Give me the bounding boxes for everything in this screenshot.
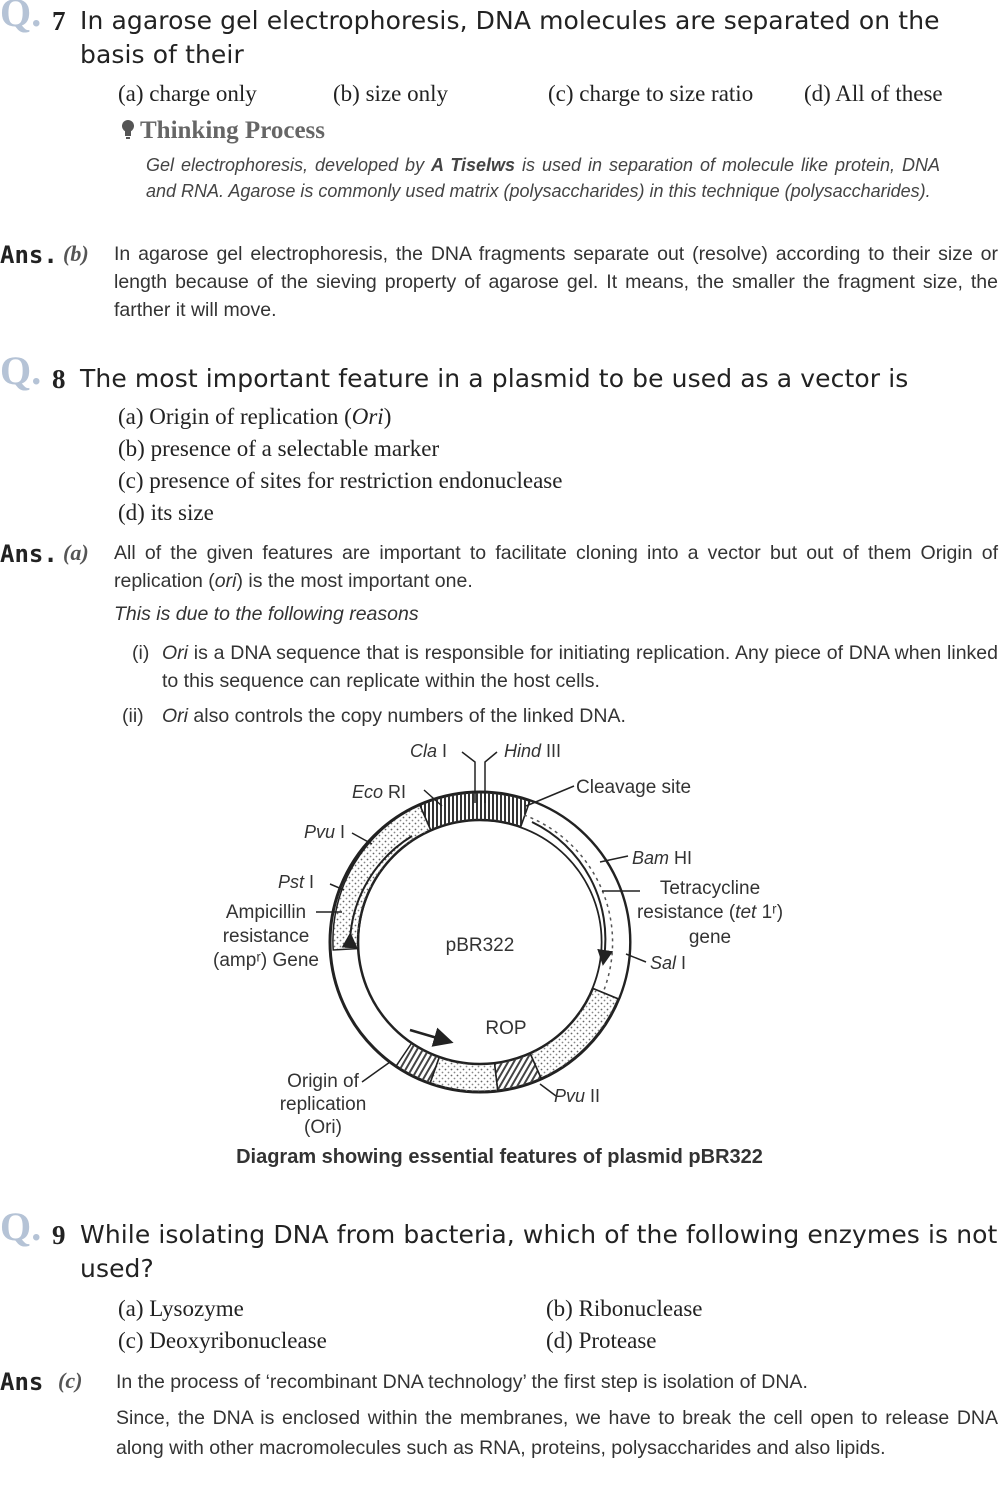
lightbulb-icon: [120, 118, 136, 140]
amp-segment: [333, 805, 431, 950]
q-mark: Q.: [0, 348, 42, 393]
ori-left-segment: [396, 1043, 439, 1083]
hind-label: Hind III: [504, 741, 562, 761]
answer-letter: (c): [58, 1368, 83, 1393]
plasmid-center-label: pBR322: [445, 935, 515, 956]
tet-label-3: gene: [688, 927, 732, 948]
reason-1-number: (i): [132, 642, 150, 664]
reason-2-text: Ori also controls the copy numbers of the linked DNA.: [162, 705, 626, 727]
thinking-process-title: Thinking Process: [140, 117, 325, 144]
option-a: (a) Lysozyme: [118, 1296, 244, 1321]
option-d: (d) Protease: [546, 1328, 657, 1353]
option-b: (b) size only: [333, 81, 448, 106]
ori-segment: [430, 1057, 498, 1092]
ori-label-2: replication: [279, 1094, 367, 1115]
rop-label: ROP: [485, 1018, 527, 1039]
question-number: 8: [52, 364, 66, 394]
option-c: (c) charge to size ratio: [548, 81, 754, 106]
pvu-i-label: Pvu I: [304, 822, 346, 842]
reasons-intro: This is due to the following reasons: [114, 603, 419, 625]
diagram-caption: Diagram showing essential features of plasmid pBR322: [236, 1146, 763, 1168]
option-b: (b) presence of a selectable marker: [118, 436, 440, 461]
pvu-ii-label: Pvu II: [554, 1086, 601, 1106]
tet-label-1: Tetracycline: [659, 878, 761, 899]
answer-label: Ans.: [0, 540, 58, 568]
answer-label: Ans.: [0, 241, 58, 269]
amp-label-2: resistance: [222, 926, 310, 947]
option-c: (c) presence of sites for restriction endonuclease: [118, 468, 563, 493]
tet-label-2: resistance (tet 1ʳ): [636, 902, 784, 923]
answer-text: All of the given features are important to facilitate cloning into a vector but out of them Origin of replication (ori) is the most important one.: [114, 542, 998, 592]
thinking-process-heading: [120, 117, 325, 145]
answer-letter: (b): [63, 241, 89, 266]
tet-segment: [521, 801, 630, 999]
sal-i-label: Sal I: [650, 953, 687, 973]
bam-hi-label: Bam HI: [632, 848, 693, 868]
answer-letter: (a): [63, 540, 89, 565]
option-b: (b) Ribonuclease: [546, 1296, 703, 1321]
question-text: The most important feature in a plasmid to be used as a vector is: [80, 364, 909, 393]
ori-label-3: (Ori): [304, 1117, 342, 1138]
option-d: (d) All of these: [804, 81, 943, 106]
option-a: (a) charge only: [118, 81, 257, 106]
pst-i-label: Pst I: [278, 872, 315, 892]
option-a: (a) Origin of replication (Ori): [118, 404, 392, 429]
q-mark: Q.: [0, 0, 42, 35]
stippled-lower-segment: [530, 988, 619, 1079]
thinking-process-text: Gel electrophoresis, developed by A Tiselws is used in separation of molecule like protein, DNA and RNA. Agarose is commonly used matrix (polysaccharides) in this technique (polysaccharides).: [146, 155, 940, 201]
answer-label: Ans: [0, 1368, 44, 1396]
question-number: 9: [52, 1220, 66, 1250]
plasmid-diagram: [0, 735, 999, 1145]
scientist-name: A Tiselws: [431, 155, 516, 175]
answer-text: In agarose gel electrophoresis, the DNA fragments separate out (resolve) according to their size or length because of the sieving property of agarose gel. It means, the smaller the fragment size, the farther it will move.: [114, 243, 998, 321]
amp-label-3: (ampʳ) Gene: [213, 950, 319, 971]
question-number: 7: [52, 6, 66, 36]
amp-label-1: Ampicillin: [225, 902, 307, 923]
option-d: (d) its size: [118, 500, 214, 525]
reason-2-number: (ii): [122, 705, 144, 727]
answer-text-2: Since, the DNA is enclosed within the membranes, we have to break the cell open to release DNA along with other macromolecules such as RNA, proteins, polysaccharides and also lipids.: [116, 1407, 998, 1459]
question-text: While isolating DNA from bacteria, which of the following enzymes is not used?: [80, 1220, 998, 1283]
option-c: (c) Deoxyribonuclease: [118, 1328, 327, 1353]
cla-label: Cla I: [410, 741, 448, 761]
question-text: In agarose gel electrophoresis, DNA molecules are separated on the basis of their: [80, 6, 940, 69]
eco-ri-label: Eco RI: [352, 782, 407, 802]
cleavage-site-label: Cleavage site: [576, 777, 692, 798]
ori-label-1: Origin of: [287, 1071, 359, 1092]
reason-1-text: Ori is a DNA sequence that is responsible for initiating replication. Any piece of DNA when linked to this sequence can replicate within the host cells.: [162, 642, 998, 692]
q-mark: Q.: [0, 1204, 42, 1249]
answer-text-1: In the process of ‘recombinant DNA technology’ the first step is isolation of DNA.: [116, 1371, 808, 1393]
